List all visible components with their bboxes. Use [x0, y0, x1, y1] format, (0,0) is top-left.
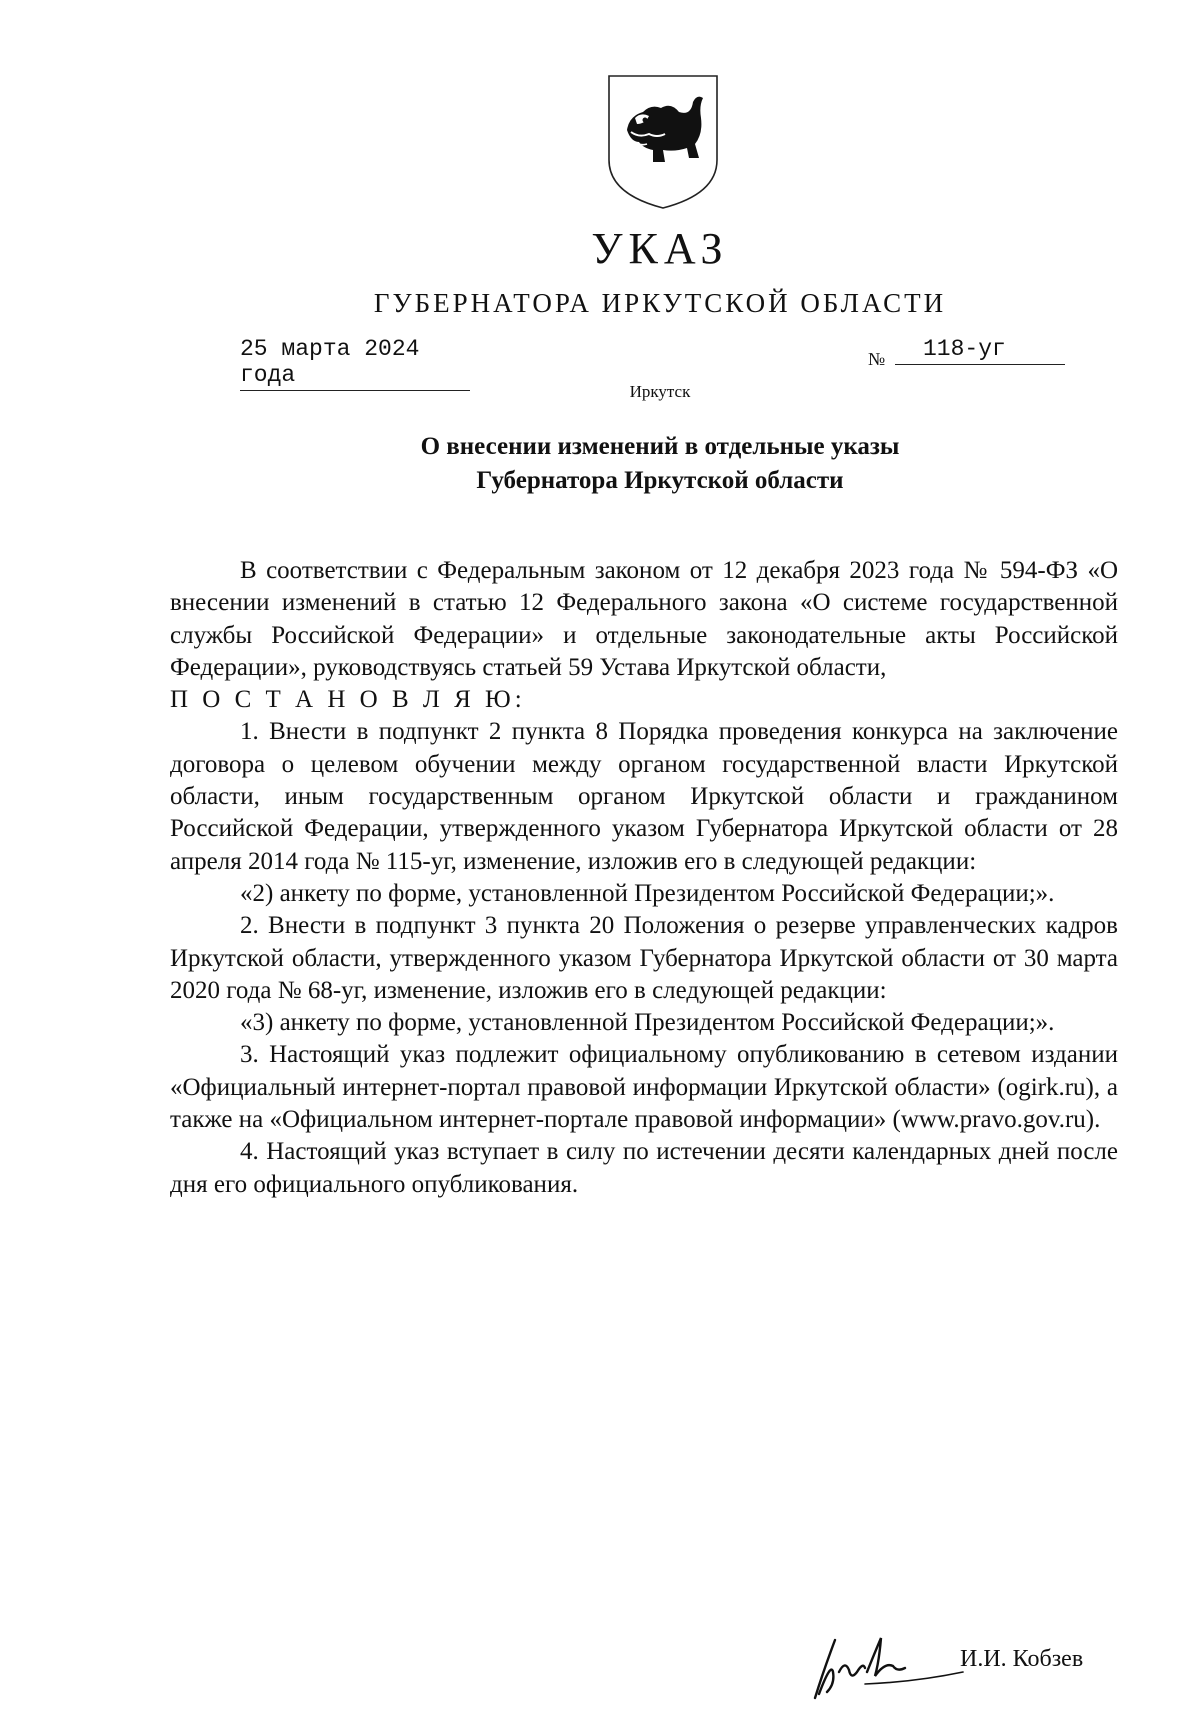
item-2-paragraph: 2. Внести в подпункт 3 пункта 20 Положения о резерве управленческих кадров Иркутской области, утвержденного указом Губернатора Иркутской области от 30 марта 2020 года № 68-уг, изменение, изложив его в следующей редакции:: [170, 912, 1118, 1004]
heading-line-2: Губернатора Иркутской области: [476, 467, 844, 494]
item-3-paragraph: 3. Настоящий указ подлежит официальному опубликованию в сетевом издании «Официальный интернет-портал правовой информации Иркутской области» (ogirk.ru), а также на «Официальном интернет-портале правовой информации» (www.pravo.gov.ru).: [170, 1041, 1118, 1134]
item-4-paragraph: 4. Настоящий указ вступает в силу по истечении десяти календарных дней после дня его официального опубликования.: [170, 1138, 1118, 1198]
document-city: Иркутск: [629, 382, 691, 401]
document-type-title: УКАЗ: [591, 224, 729, 273]
signature-icon: [805, 1632, 965, 1702]
issuer-subtitle: ГУБЕРНАТОРА ИРКУТСКОЙ ОБЛАСТИ: [373, 288, 947, 318]
document-heading: [0, 430, 1200, 498]
preamble-paragraph: В соответствии с Федеральным законом от 12 декабря 2023 года № 594-ФЗ «О внесении изменений в статью 12 Федерального закона «О системе государственной службы Российской Федерации» и отдельные законодательные акты Российской Федерации», руководствуясь статьей 59 Устава Иркутской области,: [170, 557, 1118, 681]
decree-word: П О С Т А Н О В Л Я Ю:: [170, 686, 526, 714]
heading-line-1: О внесении изменений в отдельные указы: [420, 433, 900, 460]
signer-name: И.И. Кобзев: [960, 1646, 1084, 1672]
item-1-quote-paragraph: «2) анкету по форме, установленной Президентом Российской Федерации;».: [240, 879, 1055, 907]
coat-of-arms-icon: [605, 72, 721, 212]
document-date: 25 марта 2024 года: [240, 336, 470, 391]
item-1-paragraph: 1. Внести в подпункт 2 пункта 8 Порядка проведения конкурса на заключение договора о целевом обучении между органом государственной власти Иркутской области, иным государственным органом Иркутской области и гражданином Российской Федерации, утвержденного указом Губернатора Иркутской области от 28 апреля 2014 года № 115-уг, изменение, изложив его в следующей редакции:: [170, 718, 1118, 875]
item-2-quote-paragraph: «3) анкету по форме, установленной Президентом Российской Федерации;».: [240, 1009, 1055, 1037]
document-body: [170, 555, 1118, 1201]
number-label: №: [868, 349, 886, 369]
document-number: 118-уг: [895, 336, 1065, 365]
